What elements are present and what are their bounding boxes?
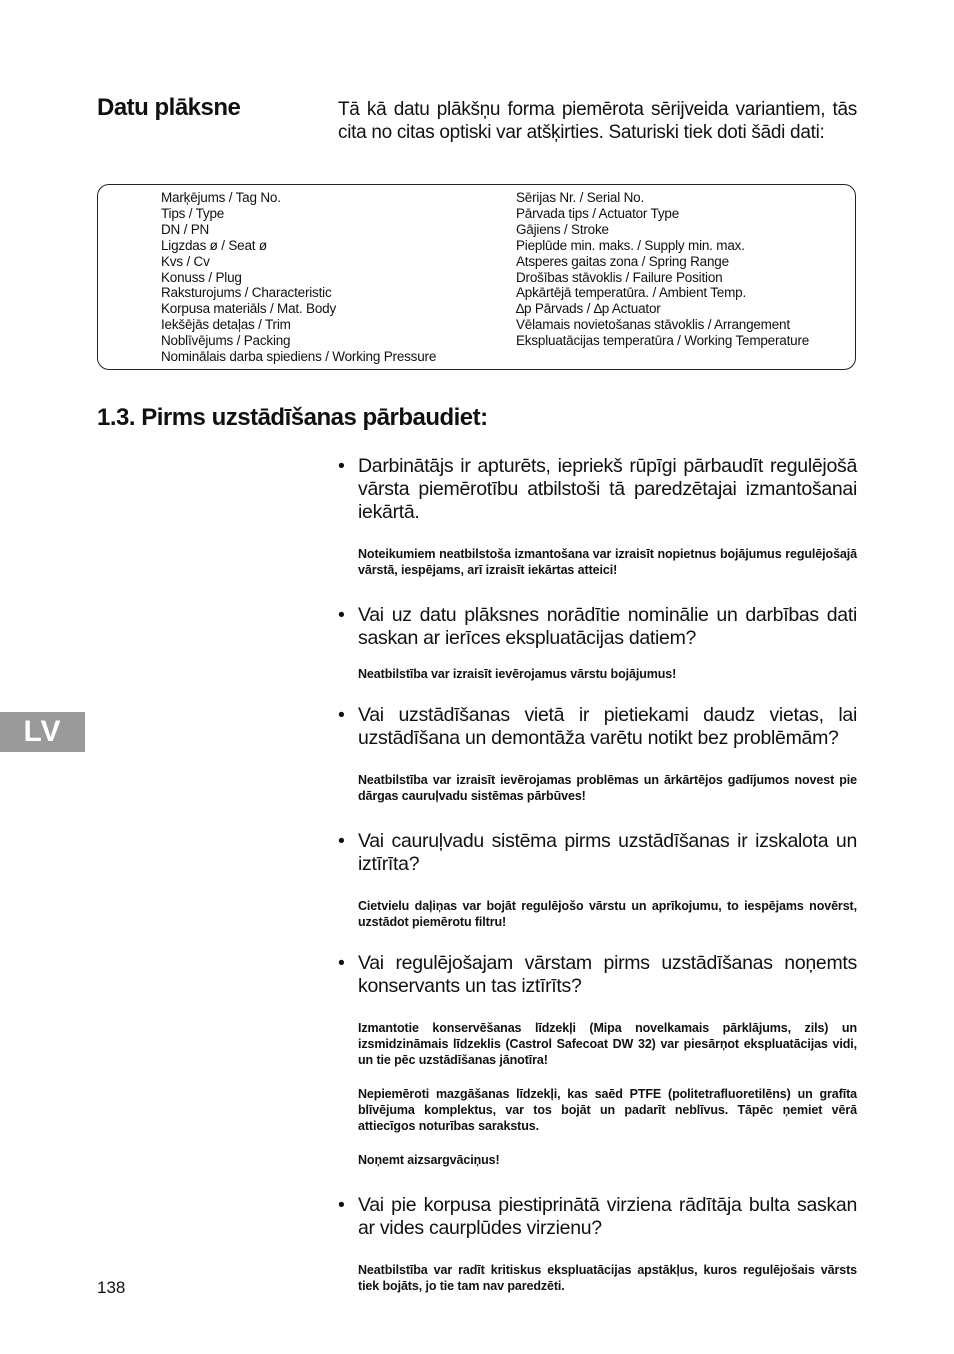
right-item: Vēlamais novietošanas stāvoklis / Arrangement — [516, 317, 790, 333]
right-item: Atsperes gaitas zona / Spring Range — [516, 253, 729, 269]
checklist-question — [338, 704, 857, 750]
checklist-note: Neatbilstība var izraisīt ievērojamas problēmas un ārkārtējos gadījumos novest pie dārgas cauruļvadu sistēmas pārbūves! — [358, 773, 857, 803]
checklist-question — [338, 830, 857, 876]
right-item: Pārvada tips / Actuator Type — [516, 205, 679, 221]
checklist-note: Neatbilstība var radīt kritiskus ekspluatācijas apstākļus, kuros regulējošais vārsts tiek bojāts, jo tie tam nav paredzēti. — [358, 1263, 857, 1293]
checklist-note: Cietvielu daļiņas var bojāt regulējošo vārstu un aprīkojumu, to iespējams novērst, uzstādot piemērotu filtru! — [358, 899, 857, 929]
datu-plaksne-intro: Tā kā datu plākšņu forma piemērota sērijveida variantiem, tās cita no citas optiski var atšķirties. Saturiski tiek doti šādi dati: — [338, 99, 857, 143]
bullet: • — [338, 1194, 345, 1216]
left-item: Iekšējās detaļas / Trim — [161, 317, 291, 333]
right-item: Sērijas Nr. / Serial No. — [516, 190, 644, 205]
checklist-question — [338, 1194, 857, 1240]
bullet: • — [338, 604, 345, 626]
right-item: Drošības stāvoklis / Failure Position — [516, 269, 723, 285]
question-text: Vai cauruļvadu sistēma pirms uzstādīšanas ir izskalota un iztīrīta? — [358, 830, 857, 875]
right-item: Ekspluatācijas temperatūra / Working Temperature — [516, 333, 810, 349]
right-item: Apkārtējā temperatūra. / Ambient Temp. — [516, 285, 747, 301]
question-text: Darbinātājs ir apturēts, iepriekš rūpīgi pārbaudīt regulējošā vārsta piemērotību atbilstoši tā paredzētajai izmantošanai iekārtā. — [358, 455, 857, 523]
right-item: ∆p Pārvads / ∆p Actuator — [516, 301, 661, 317]
section-1-3-heading: 1.3. Pirms uzstādīšanas pārbaudiet: — [97, 404, 488, 431]
question-text: Vai uzstādīšanas vietā ir pietiekami daudz vietas, lai uzstādīšana un demontāža varētu notikt bez problēmām? — [358, 704, 857, 749]
checklist-question — [338, 952, 857, 998]
left-item: DN / PN — [161, 221, 210, 237]
question-text: Vai regulējošajam vārstam pirms uzstādīšanas noņemts konservants un tas iztīrīts? — [358, 952, 857, 997]
right-item: Gājiens / Stroke — [516, 221, 609, 237]
checklist-note: Noņemt aizsargvāciņus! — [358, 1153, 500, 1167]
page-number: 138 — [97, 1278, 126, 1297]
bullet: • — [338, 952, 345, 974]
language-tab-lv: LV — [0, 712, 85, 752]
left-item: Raksturojums / Characteristic — [161, 285, 332, 301]
checklist-question — [338, 455, 857, 524]
checklist — [338, 455, 857, 1294]
data-plate-right-column — [516, 190, 809, 349]
checklist-note: Neatbilstība var izraisīt ievērojamus vārstu bojājumus! — [358, 667, 677, 681]
left-item: Kvs / Cv — [161, 253, 210, 269]
bullet: • — [338, 704, 345, 726]
left-item: Ligzdas ø / Seat ø — [161, 237, 267, 253]
right-item: Pieplūde min. maks. / Supply min. max. — [516, 237, 745, 253]
checklist-note: Noteikumiem neatbilstoša izmantošana var izraisīt nopietnus bojājumus regulējošajā vārstā, iespējams, arī izraisīt iekārtas atteici! — [358, 547, 857, 577]
data-plate-left-column — [161, 190, 436, 365]
left-item: Marķējums / Tag No. — [161, 190, 281, 205]
left-item: Konuss / Plug — [161, 269, 242, 285]
question-text: Vai pie korpusa piestiprinātā virziena rādītāja bulta saskan ar vides caurplūdes virzienu? — [358, 1194, 857, 1239]
question-text: Vai uz datu plāksnes norādītie nominālie un darbības dati saskan ar ierīces ekspluatācijas datiem? — [358, 604, 857, 649]
left-item: Tips / Type — [161, 205, 225, 221]
bullet: • — [338, 455, 345, 477]
checklist-note: Izmantotie konservēšanas līdzekļi (Mipa novelkamais pārklājums, zils) un izsmidzināmais līdzeklis (Castrol Safecoat DW 32) var piesārņot ekspluatācijas vidi, un tie pēc uzstādīšanas jānotīra! — [358, 1021, 857, 1067]
checklist-note: Nepiemēroti mazgāšanas līdzekļi, kas saēd PTFE (politetrafluoretilēns) un grafīta blīvējuma komplektus, var tos bojāt un padarīt neblīvus. Tāpēc ņemiet vērā attiecīgos noturības sarakstus. — [358, 1087, 857, 1133]
checklist-question — [338, 604, 857, 650]
datu-plaksne-heading: Datu plāksne — [97, 94, 241, 121]
left-item: Noblīvējums / Packing — [161, 333, 291, 349]
left-item: Korpusa materiāls / Mat. Body — [161, 301, 337, 317]
data-plate-box — [97, 184, 856, 370]
left-item: Nominālais darba spiediens / Working Pressure — [161, 349, 437, 365]
bullet: • — [338, 830, 345, 852]
